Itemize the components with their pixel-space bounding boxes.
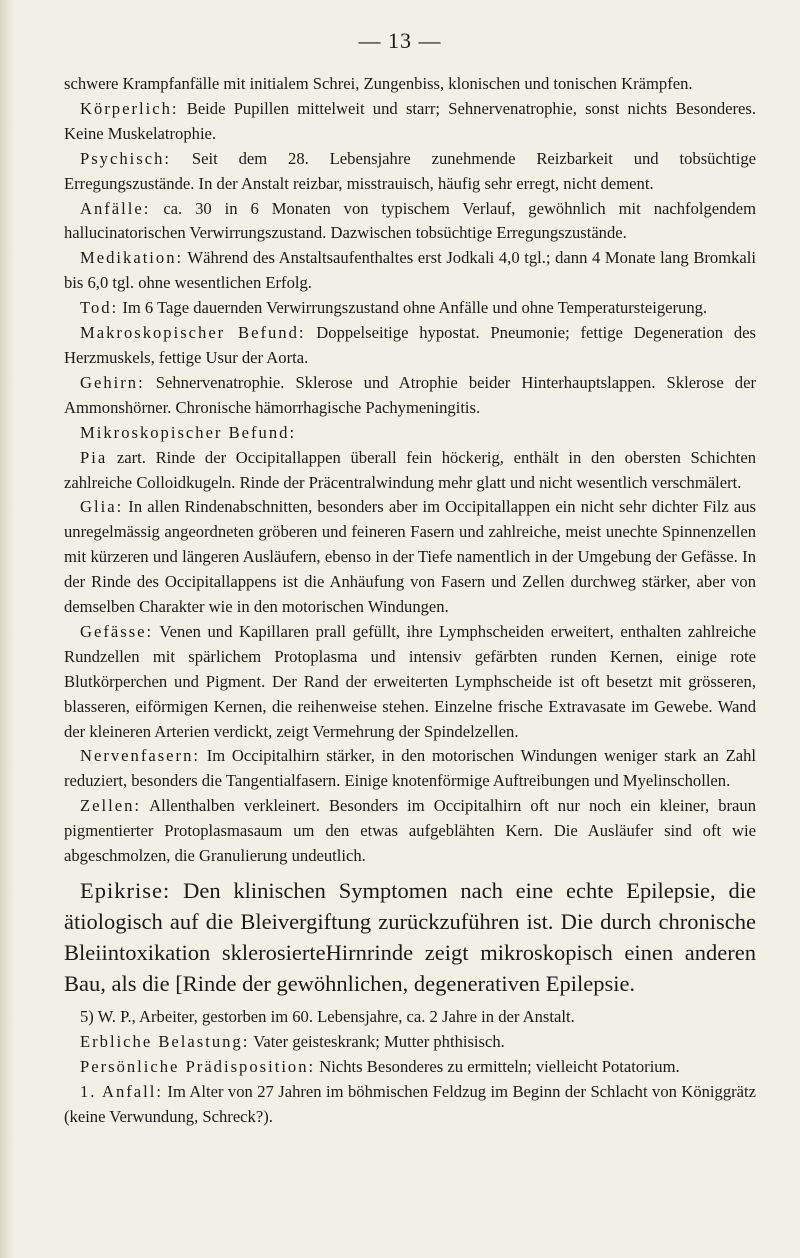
paragraph-mikroskopisch [64, 421, 756, 446]
paragraph-tod: Tod: Im 6 Tage dauernden Verwirrungszustand ohne Anfälle und ohne Temperatursteigerung. [80, 298, 708, 318]
section-lead: Nervenfasern: [80, 746, 200, 766]
paragraph-epikrise: Epikrise: Den klinischen Symptomen nach eine echte Epilepsie, die ätiologisch auf die Bleivergiftung zurückzuführen ist. Die durch chronische Bleiintoxikation sklerosierteHirnrinde zeigt mikroskopisch einen anderen Bau, als die [Rinde der gewöhnlichen, degenerativen Epilepsie. [64, 878, 756, 996]
paragraph-continuation: schwere Krampfanfälle mit initialem Schrei, Zungenbiss, klonischen und tonischen Krämpfen. [64, 74, 693, 93]
paragraph-psychisch: Psychisch: Seit dem 28. Lebensjahre zunehmende Reizbarkeit und tobsüchtige Erregungszustände. In der Anstalt reizbar, misstrauisch, häufig sehr erregt, nicht dement. [64, 148, 756, 193]
paragraph-pia: Pia zart. Rinde der Occipitallappen überall fein höckerig, enthält in den obersten Schichten zahlreiche Colloidkugeln. Rinde der Präcentralwindung mehr glatt und nicht wesentlich verschmälert. [64, 447, 756, 492]
section-lead: Epikrise: [80, 878, 171, 903]
section-lead: Körperlich: [80, 98, 179, 118]
paragraph-gefaesse: Gefässe: Venen und Kapillaren prall gefüllt, ihre Lymphscheiden erweitert, enthalten zahlreiche Rundzellen mit spärlichem Protoplasma und intensiv gefärbten runden Kernen, einige rote Blutkörperchen und Pigment. Der Rand der erweiterten Lymphscheide ist oft besetzt mit grösseren, blasseren, eiförmigen Kernen, die reihenweise stehen. Einzelne frische Extravasate im Gewebe. Wand der kleineren Arterien verdickt, zeigt Vermehrung der Spindelzellen. [64, 621, 756, 741]
paragraph-gehirn: Gehirn: Sehnervenatrophie. Sklerose und Atrophie beider Hinterhauptslappen. Sklerose der Ammonshörner. Chronische hämorrhagische Pachymeningitis. [64, 372, 756, 417]
paragraph-nervenfasern: Nervenfasern: Im Occipitalhirn stärker, in den motorischen Windungen weniger stark an Zahl reduziert, besonders die Tangentialfasern. Einige knotenförmige Auftreibungen und Myelinschollen. [64, 746, 756, 791]
body-text [64, 72, 756, 1130]
paragraph-zellen: Zellen: Allenthalben verkleinert. Besonders im Occipitalhirn oft nur noch ein kleiner, braun pigmentierter Protoplasmasaum um den etwas aufgeblähten Kern. Die Ausläufer sind oft wie abgeschmolzen, die Granulierung undeutlich. [64, 796, 756, 866]
paragraph-medikation: Medikation: Während des Anstaltsaufenthaltes erst Jodkali 4,0 tgl.; dann 4 Monate lang Bromkali bis 6,0 tgl. ohne wesentlichen Erfolg. [64, 248, 756, 293]
paragraph-makroskopisch: Makroskopischer Befund: Doppelseitige hypostat. Pneumonie; fettige Degeneration des Herzmuskels, fettige Usur der Aorta. [64, 323, 756, 367]
section-lead: Glia: [80, 497, 124, 517]
paragraph-glia: Glia: In allen Rindenabschnitten, besonders aber im Occipitallappen ein nicht sehr dichter Filz aus unregelmässig angeordneten gröberen und feineren Fasern und zahlreiche, meist unechte Spinnenzellen mit kürzeren und längeren Ausläufern, ebenso in der Tiefe namentlich in der Umgebung der Gefässe. In der Rinde des Occipitallappens ist die Anhäufung von Fasern und Zellen durchweg stärker, aber von demselben Charakter wie in den motorischen Windungen. [64, 497, 756, 617]
section-lead: Tod: [80, 298, 119, 318]
paragraph-koerperlich: Körperlich: Beide Pupillen mittelweit und starr; Sehnervenatrophie, sonst nichts Besonderes. Keine Muskelatrophie. [64, 98, 756, 143]
section-lead: Gefässe: [80, 621, 154, 641]
page-binding-shadow [0, 0, 14, 1258]
section-lead: 1. Anfall: [80, 1081, 163, 1101]
section-lead: Erbliche Belastung: [80, 1031, 250, 1051]
paragraph-erster-anfall: 1. Anfall: Im Alter von 27 Jahren im böhmischen Feldzug im Beginn der Schlacht von Königgrätz (keine Verwundung, Schreck?). [64, 1081, 757, 1126]
section-lead: Psychisch: [80, 148, 171, 168]
paragraph-erbliche-belastung: Erbliche Belastung: Vater geisteskrank; Mutter phthisisch. [80, 1031, 505, 1051]
paragraph-anfaelle: Anfälle: ca. 30 in 6 Monaten von typischem Verlauf, gewöhnlich mit nachfolgendem hallucinatorischen Verwirrungszustand. Dazwischen tobsüchtige Erregungszustände. [64, 198, 756, 243]
section-lead: Zellen: [80, 796, 141, 816]
section-lead: Persönliche Prädisposition: [80, 1056, 316, 1076]
case-intro: 5) W. P., Arbeiter, gestorben im 60. Lebensjahre, ca. 2 Jahre in der Anstalt. [80, 1007, 575, 1026]
section-lead: Makroskopischer Befund: [80, 323, 306, 343]
section-lead: Anfälle: [80, 198, 151, 218]
section-lead: Pia [80, 447, 108, 467]
page-number: — 13 — [358, 28, 442, 53]
section-lead: Medikation: [80, 248, 184, 268]
section-lead: Mikroskopischer Befund: [80, 422, 297, 442]
section-lead: Gehirn: [80, 372, 145, 392]
paragraph-praedisposition: Persönliche Prädisposition: Nichts Besonderes zu ermitteln; vielleicht Potatorium. [80, 1056, 680, 1076]
